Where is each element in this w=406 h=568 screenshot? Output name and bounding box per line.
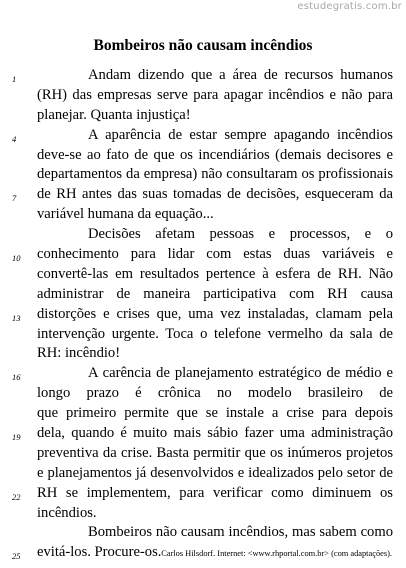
text-line xyxy=(0,245,406,265)
text-line xyxy=(0,165,406,185)
line-number: 13 xyxy=(12,312,21,323)
line-text: deve-se ao fato de que os incendiários (demais decisores e xyxy=(37,146,393,163)
line-text: preventiva da crise. Basta permitir que os inúmeros projetos xyxy=(37,444,393,461)
text-line xyxy=(0,205,406,225)
line-number: 7 xyxy=(12,193,17,204)
line-number: 4 xyxy=(12,133,17,144)
line-text: A aparência de estar sempre apagando incêndios xyxy=(88,126,393,143)
line-text: RH se implementem, para verificar como diminuem os xyxy=(37,484,393,501)
text-line xyxy=(0,523,406,543)
article-body xyxy=(0,66,406,563)
line-number: 1 xyxy=(12,74,17,84)
line-number: 25 xyxy=(12,551,21,562)
line-text: RH: incêndio! xyxy=(37,345,121,362)
line-number: 16 xyxy=(12,372,21,383)
line-text: A carência de planejamento estratégico de médio e xyxy=(88,365,393,382)
text-line xyxy=(0,285,406,305)
text-line xyxy=(0,325,406,345)
text-line xyxy=(0,344,406,364)
text-line xyxy=(0,464,406,484)
line-text: Decisões afetam pessoas e processos, e o xyxy=(88,226,393,243)
text-line xyxy=(0,126,406,146)
line-text: distorções e crises que, uma vez instaladas, clamam pela xyxy=(37,305,393,322)
line-text: incêndios. xyxy=(37,504,97,521)
line-text: intervenção urgente. Toca o telefone vermelho da sala de xyxy=(37,325,393,342)
source-citation: Carlos Hilsdorf. Internet: <www.rhportal.com.br> (com adaptações). xyxy=(161,549,392,558)
line-text: conhecimento para lidar com estas duas variáveis e xyxy=(37,246,393,263)
line-text: administrar de maneira participativa com RH causa xyxy=(37,285,393,302)
document-title: Bombeiros não causam incêndios xyxy=(93,37,313,54)
line-text: dela, quando é muito mais sábio fazer uma administração xyxy=(37,425,393,442)
text-line xyxy=(0,146,406,166)
text-line xyxy=(0,86,406,106)
line-text: evitá-los. Procure-os. xyxy=(37,544,162,561)
line-number: 19 xyxy=(12,432,21,443)
text-line xyxy=(0,185,406,205)
text-line xyxy=(0,265,406,285)
text-line xyxy=(0,364,406,384)
line-text: longo prazo é crônica no modelo brasileiro de xyxy=(37,385,393,402)
text-line xyxy=(0,424,406,444)
line-text: que primeiro permite que se instale a crise para depois xyxy=(37,405,393,422)
text-line xyxy=(0,225,406,245)
line-text: de RH antes das suas tomadas de decisões, esqueceram da xyxy=(37,186,393,203)
line-number: 22 xyxy=(12,491,21,502)
line-text: departamentos da empresa) não consultaram os profissionais xyxy=(37,166,393,183)
watermark: estudegratis.com.br xyxy=(297,1,402,12)
text-line xyxy=(0,504,406,524)
line-text: Bombeiros não causam incêndios, mas sabem como xyxy=(88,524,393,541)
text-line xyxy=(0,305,406,325)
line-text: e planejamentos já desenvolvidos e idealizados pelo setor de xyxy=(37,464,393,481)
text-line xyxy=(0,484,406,504)
text-line xyxy=(0,66,406,86)
line-text: convertê-las em resultados pertence à esfera de RH. Não xyxy=(37,265,393,282)
line-number: 10 xyxy=(12,253,21,264)
line-text: planejar. Quanta injustiça! xyxy=(37,106,191,123)
line-text: Andam dizendo que a área de recursos humanos xyxy=(88,67,393,83)
line-text: (RH) das empresas serve para apagar incêndios e não para xyxy=(37,86,393,103)
line-text: variável humana da equação... xyxy=(37,206,214,223)
text-line xyxy=(0,444,406,464)
text-line xyxy=(0,384,406,404)
text-line xyxy=(0,106,406,126)
text-line xyxy=(0,404,406,424)
